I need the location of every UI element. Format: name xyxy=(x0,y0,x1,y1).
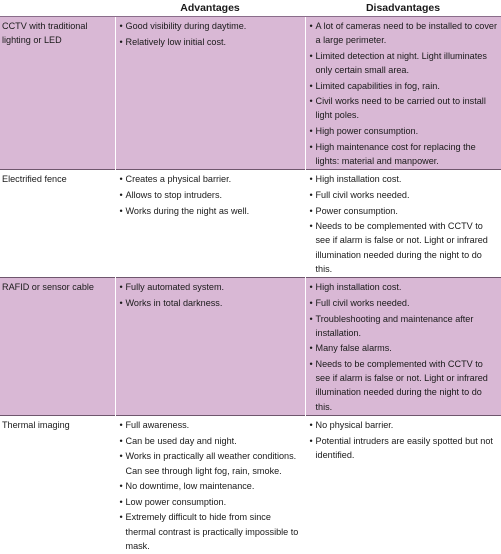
list-item: • Works in practically all weather conditions. Can see through light fog, rain, smoke. xyxy=(120,449,302,477)
table-row xyxy=(0,170,501,278)
list-item: • High maintenance cost for replacing the lights: material and manpower. xyxy=(310,140,498,168)
advantages-cell xyxy=(115,17,305,170)
disadvantages-cell xyxy=(305,416,501,554)
technology-cell: CCTV with traditional lighting or LED xyxy=(0,17,115,170)
technology-cell: Electrified fence xyxy=(0,170,115,278)
list-item: • Creates a physical barrier. xyxy=(120,172,302,186)
advantages-list xyxy=(120,418,302,553)
list-item: • Full civil works needed. xyxy=(310,296,498,310)
list-item: • Many false alarms. xyxy=(310,341,498,355)
advantages-list xyxy=(120,19,302,49)
list-item: • No physical barrier. xyxy=(310,418,498,432)
advantages-list xyxy=(120,280,302,310)
list-item: • Allows to stop intruders. xyxy=(120,188,302,202)
table-row xyxy=(0,278,501,416)
advantages-cell xyxy=(115,170,305,278)
header-advantages: Advantages xyxy=(115,0,305,17)
list-item: • Needs to be complemented with CCTV to see if alarm is false or not. Light or infrared illumination needed during the night to do this. xyxy=(310,357,498,414)
list-item: • Limited detection at night. Light illuminates only certain small area. xyxy=(310,49,498,77)
list-item: • High installation cost. xyxy=(310,172,498,186)
list-item: • Good visibility during daytime. xyxy=(120,19,302,33)
disadvantages-cell xyxy=(305,278,501,416)
list-item: • Low power consumption. xyxy=(120,495,302,509)
disadvantages-list xyxy=(310,418,498,462)
list-item: • Fully automated system. xyxy=(120,280,302,294)
list-item: • Limited capabilities in fog, rain. xyxy=(310,79,498,93)
advantages-cell xyxy=(115,416,305,554)
disadvantages-list xyxy=(310,19,498,168)
list-item: • Relatively low initial cost. xyxy=(120,35,302,49)
table-row xyxy=(0,17,501,170)
list-item: • Full awareness. xyxy=(120,418,302,432)
list-item: • Civil works need to be carried out to install light poles. xyxy=(310,94,498,122)
list-item: • A lot of cameras need to be installed to cover a large perimeter. xyxy=(310,19,498,47)
header-disadvantages: Disadvantages xyxy=(305,0,501,17)
disadvantages-cell xyxy=(305,17,501,170)
list-item: • Extremely difficult to hide from since thermal contrast is practically impossible to mask. xyxy=(120,510,302,553)
header-row xyxy=(0,0,501,17)
technology-cell: Thermal imaging xyxy=(0,416,115,554)
header-technology xyxy=(0,0,115,17)
advantages-cell xyxy=(115,278,305,416)
advantages-list xyxy=(120,172,302,217)
list-item: • High installation cost. xyxy=(310,280,498,294)
list-item: • Can be used day and night. xyxy=(120,434,302,448)
disadvantages-cell xyxy=(305,170,501,278)
list-item: • Full civil works needed. xyxy=(310,188,498,202)
disadvantages-list xyxy=(310,280,498,413)
list-item: • Troubleshooting and maintenance after installation. xyxy=(310,312,498,340)
list-item: • Needs to be complemented with CCTV to see if alarm is false or not. Light or infrared illumination needed during the night to do this. xyxy=(310,219,498,276)
list-item: • Works in total darkness. xyxy=(120,296,302,310)
list-item: • High power consumption. xyxy=(310,124,498,138)
list-item: • Works during the night as well. xyxy=(120,204,302,218)
list-item: • Potential intruders are easily spotted but not identified. xyxy=(310,434,498,462)
list-item: • No downtime, low maintenance. xyxy=(120,479,302,493)
list-item: • Power consumption. xyxy=(310,204,498,218)
technology-cell: RAFID or sensor cable xyxy=(0,278,115,416)
table-row xyxy=(0,416,501,554)
disadvantages-list xyxy=(310,172,498,276)
